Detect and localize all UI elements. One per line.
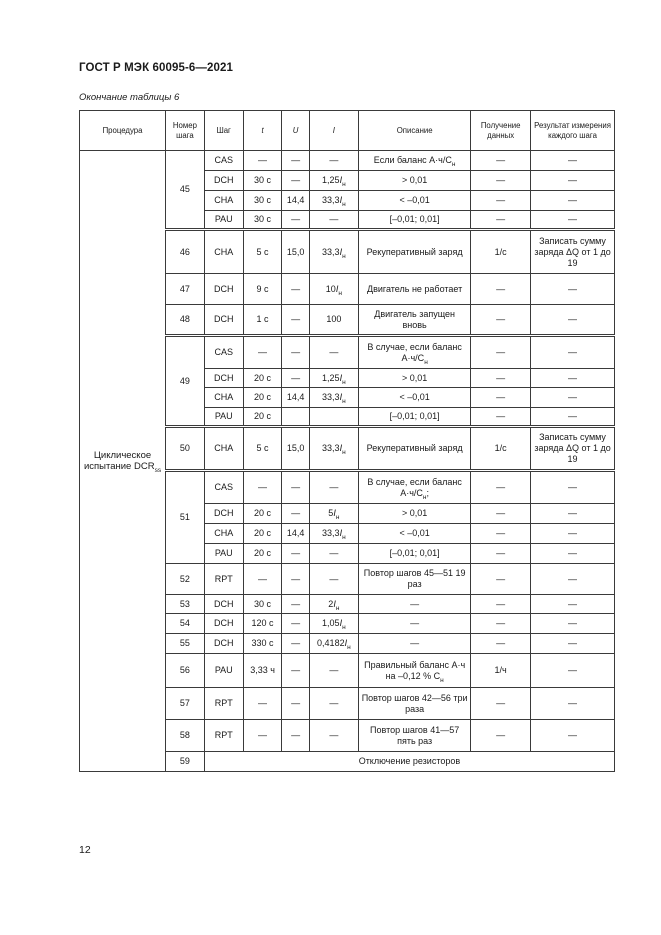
step-type: RPT	[204, 720, 243, 752]
voltage-cell: —	[282, 614, 309, 634]
result-cell: —	[531, 388, 615, 408]
header-step: Шаг	[204, 111, 243, 151]
step-type: RPT	[204, 688, 243, 720]
acquisition-cell: —	[471, 720, 531, 752]
acquisition-cell: 1/ч	[471, 654, 531, 688]
result-cell: —	[531, 614, 615, 634]
step-number: 52	[166, 564, 205, 595]
step-number: 49	[166, 336, 205, 427]
time-cell: 3,33 ч	[243, 654, 282, 688]
time-cell: 5 с	[243, 427, 282, 471]
step-number: 55	[166, 634, 205, 654]
step-number: 50	[166, 427, 205, 471]
description-cell: < –0,01	[359, 524, 471, 544]
step-type: DCH	[204, 595, 243, 614]
current-cell: $1,05I_н$	[309, 614, 358, 634]
acquisition-cell: —	[471, 274, 531, 305]
description-cell: Отключение резисторов	[204, 752, 614, 772]
acquisition-cell: —	[471, 544, 531, 564]
result-cell: —	[531, 408, 615, 427]
page-number: 12	[79, 844, 91, 856]
step-type: CHA	[204, 388, 243, 408]
description-cell: [–0,01; 0,01]	[359, 544, 471, 564]
current-cell: $0,4182I_н$	[309, 634, 358, 654]
step-number: 51	[166, 471, 205, 564]
result-cell: —	[531, 305, 615, 336]
header-current: I	[309, 111, 358, 151]
current-cell: $33,3I_н$	[309, 427, 358, 471]
step-number: 46	[166, 230, 205, 274]
time-cell: —	[243, 564, 282, 595]
acquisition-cell: —	[471, 524, 531, 544]
time-cell: 1 с	[243, 305, 282, 336]
current-cell: —	[309, 336, 358, 369]
result-cell: —	[531, 171, 615, 191]
acquisition-cell: —	[471, 471, 531, 504]
current-cell: $10I_н$	[309, 274, 358, 305]
result-cell: —	[531, 369, 615, 388]
step-number: 56	[166, 654, 205, 688]
voltage-cell: —	[282, 595, 309, 614]
description-cell: [–0,01; 0,01]	[359, 211, 471, 230]
description-cell: Повтор шагов 42—56 три раза	[359, 688, 471, 720]
result-cell: —	[531, 151, 615, 171]
voltage-cell: —	[282, 504, 309, 524]
voltage-cell: —	[282, 720, 309, 752]
acquisition-cell: —	[471, 408, 531, 427]
header-result: Результат измерения каждого шага	[531, 111, 615, 151]
voltage-cell: —	[282, 336, 309, 369]
acquisition-cell: —	[471, 171, 531, 191]
time-cell: —	[243, 688, 282, 720]
voltage-cell: —	[282, 151, 309, 171]
voltage-cell: —	[282, 305, 309, 336]
description-cell: Двигатель запущен вновь	[359, 305, 471, 336]
voltage-cell: —	[282, 274, 309, 305]
description-cell: > 0,01	[359, 369, 471, 388]
voltage-cell: 15,0	[282, 427, 309, 471]
description-cell: Правильный баланс А·ч на –0,12 % $C_н$	[359, 654, 471, 688]
description-cell: > 0,01	[359, 171, 471, 191]
header-time: t	[243, 111, 282, 151]
step-number: 45	[166, 151, 205, 230]
result-cell: —	[531, 634, 615, 654]
step-type: PAU	[204, 544, 243, 564]
time-cell: —	[243, 336, 282, 369]
acquisition-cell: 1/с	[471, 230, 531, 274]
current-cell: —	[309, 471, 358, 504]
current-cell: $33,3I_н$	[309, 388, 358, 408]
voltage-cell: —	[282, 688, 309, 720]
current-cell: —	[309, 688, 358, 720]
time-cell: 20 с	[243, 408, 282, 427]
step-type: CHA	[204, 524, 243, 544]
description-cell: —	[359, 634, 471, 654]
step-type: DCH	[204, 171, 243, 191]
time-cell: 30 с	[243, 595, 282, 614]
description-cell: —	[359, 614, 471, 634]
step-type: DCH	[204, 274, 243, 305]
header-procedure: Процедура	[80, 111, 166, 151]
result-cell: —	[531, 504, 615, 524]
table-caption: Окончание таблицы 6	[79, 92, 180, 103]
voltage-cell: —	[282, 369, 309, 388]
voltage-cell: 14,4	[282, 191, 309, 211]
acquisition-cell: —	[471, 688, 531, 720]
acquisition-cell: —	[471, 388, 531, 408]
result-cell: —	[531, 595, 615, 614]
result-cell: Записать сумму заряда ΔQ от 1 до 19	[531, 427, 615, 471]
time-cell: 120 с	[243, 614, 282, 634]
time-cell: 20 с	[243, 524, 282, 544]
result-cell: —	[531, 471, 615, 504]
acquisition-cell: —	[471, 211, 531, 230]
step-number: 54	[166, 614, 205, 634]
time-cell: 20 с	[243, 544, 282, 564]
step-type: DCH	[204, 305, 243, 336]
step-type: CAS	[204, 151, 243, 171]
result-cell: —	[531, 524, 615, 544]
description-cell: [–0,01; 0,01]	[359, 408, 471, 427]
step-type: DCH	[204, 634, 243, 654]
step-number: 48	[166, 305, 205, 336]
description-cell: Если баланс $А\cdot ч/C_н$	[359, 151, 471, 171]
time-cell: 20 с	[243, 388, 282, 408]
acquisition-cell: —	[471, 504, 531, 524]
current-cell: $33,3I_н$	[309, 230, 358, 274]
time-cell: —	[243, 471, 282, 504]
current-cell: —	[309, 544, 358, 564]
result-cell: —	[531, 211, 615, 230]
current-cell: —	[309, 151, 358, 171]
description-cell: < –0,01	[359, 388, 471, 408]
time-cell: 30 с	[243, 211, 282, 230]
description-cell: < –0,01	[359, 191, 471, 211]
voltage-cell: —	[282, 654, 309, 688]
voltage-cell: 14,4	[282, 388, 309, 408]
current-cell: $2I_н$	[309, 595, 358, 614]
current-cell: $1,25I_н$	[309, 369, 358, 388]
step-type: CHA	[204, 191, 243, 211]
step-type: DCH	[204, 614, 243, 634]
voltage-cell: 14,4	[282, 524, 309, 544]
description-cell: Повтор шагов 45—51 19 раз	[359, 564, 471, 595]
procedure-cell: Циклическое испытание $DCR_{ss}$	[80, 151, 166, 772]
header-row	[80, 111, 615, 151]
cycle-test-table	[79, 110, 615, 772]
table-row	[80, 151, 615, 171]
description-cell: В случае, если баланс $А\cdot ч/C_н$	[359, 336, 471, 369]
result-cell: —	[531, 336, 615, 369]
time-cell: —	[243, 151, 282, 171]
step-type: DCH	[204, 504, 243, 524]
description-cell: Рекуперативный заряд	[359, 230, 471, 274]
result-cell: —	[531, 720, 615, 752]
description-cell: Повтор шагов 41—57 пять раз	[359, 720, 471, 752]
step-number: 47	[166, 274, 205, 305]
current-cell: —	[309, 654, 358, 688]
header-description: Описание	[359, 111, 471, 151]
voltage-cell: —	[282, 544, 309, 564]
time-cell: —	[243, 720, 282, 752]
time-cell: 30 с	[243, 171, 282, 191]
current-cell: $5I_н$	[309, 504, 358, 524]
time-cell: 330 с	[243, 634, 282, 654]
step-number: 58	[166, 720, 205, 752]
header-voltage: U	[282, 111, 309, 151]
voltage-cell: —	[282, 211, 309, 230]
step-type: PAU	[204, 408, 243, 427]
step-type: CHA	[204, 230, 243, 274]
step-type: DCH	[204, 369, 243, 388]
time-cell: 9 с	[243, 274, 282, 305]
voltage-cell: —	[282, 564, 309, 595]
result-cell: —	[531, 564, 615, 595]
current-cell: $33,3I_н$	[309, 191, 358, 211]
step-type: PAU	[204, 211, 243, 230]
step-number: 53	[166, 595, 205, 614]
voltage-cell	[282, 408, 309, 427]
acquisition-cell: —	[471, 614, 531, 634]
voltage-cell: —	[282, 471, 309, 504]
header-step-number: Номер шага	[166, 111, 205, 151]
acquisition-cell: —	[471, 151, 531, 171]
step-number: 59	[166, 752, 205, 772]
step-type: CAS	[204, 336, 243, 369]
acquisition-cell: —	[471, 191, 531, 211]
step-number: 57	[166, 688, 205, 720]
acquisition-cell: —	[471, 595, 531, 614]
current-cell	[309, 408, 358, 427]
acquisition-cell: —	[471, 369, 531, 388]
description-cell: В случае, если баланс $А\cdot ч/C_н$;	[359, 471, 471, 504]
time-cell: 5 с	[243, 230, 282, 274]
result-cell: —	[531, 654, 615, 688]
result-cell: —	[531, 544, 615, 564]
step-type: PAU	[204, 654, 243, 688]
step-type: CHA	[204, 427, 243, 471]
result-cell: Записать сумму заряда ΔQ от 1 до 19	[531, 230, 615, 274]
result-cell: —	[531, 191, 615, 211]
description-cell: —	[359, 595, 471, 614]
current-cell: $1,25I_н$	[309, 171, 358, 191]
current-cell: —	[309, 564, 358, 595]
acquisition-cell: —	[471, 564, 531, 595]
time-cell: 30 с	[243, 191, 282, 211]
current-cell: —	[309, 211, 358, 230]
acquisition-cell: —	[471, 634, 531, 654]
document-header: ГОСТ Р МЭК 60095-6—2021	[79, 62, 233, 74]
acquisition-cell: —	[471, 305, 531, 336]
current-cell: 100	[309, 305, 358, 336]
header-data-acquisition: Получение данных	[471, 111, 531, 151]
result-cell: —	[531, 274, 615, 305]
voltage-cell: —	[282, 634, 309, 654]
voltage-cell: 15,0	[282, 230, 309, 274]
time-cell: 20 с	[243, 369, 282, 388]
description-cell: > 0,01	[359, 504, 471, 524]
description-cell: Рекуперативный заряд	[359, 427, 471, 471]
current-cell: —	[309, 720, 358, 752]
result-cell: —	[531, 688, 615, 720]
step-type: RPT	[204, 564, 243, 595]
acquisition-cell: 1/с	[471, 427, 531, 471]
description-cell: Двигатель не работает	[359, 274, 471, 305]
time-cell: 20 с	[243, 504, 282, 524]
voltage-cell: —	[282, 171, 309, 191]
current-cell: $33,3I_н$	[309, 524, 358, 544]
step-type: CAS	[204, 471, 243, 504]
acquisition-cell: —	[471, 336, 531, 369]
